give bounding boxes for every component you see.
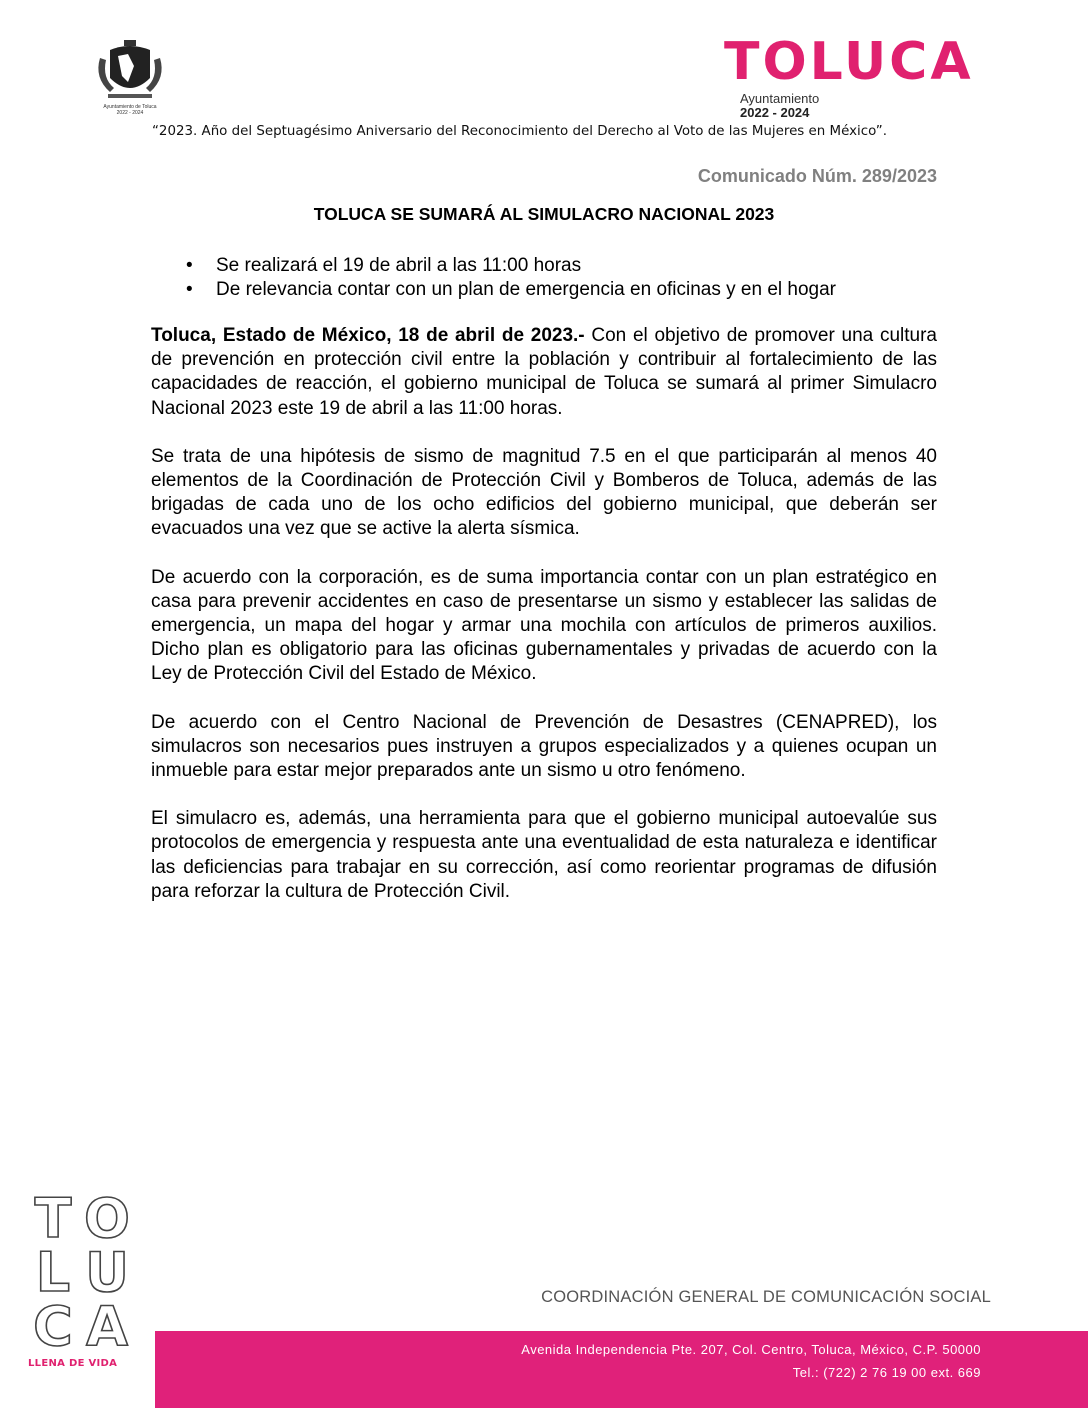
logo-letter: O [84,1187,130,1250]
release-number: Comunicado Núm. 289/2023 [697,166,937,186]
logo-letter: L [35,1241,71,1304]
bullet-list [186,254,836,302]
paragraph: De acuerdo con el Centro Nacional de Prevención de Desastres (CENAPRED), los simulacros son necesarios pues instruyen a grupos especializados y a quienes ocupan un inmueble para estar mejor preparados ante un sismo u otro fenómeno. [151,711,937,782]
toluca-brand-logo [724,32,986,126]
bullet-item: • De relevancia contar con un plan de emergencia en oficinas y en el hogar [186,278,836,302]
logo-letter: C [33,1295,73,1358]
logo-word: TOLUCA [724,32,974,92]
headline: TOLUCA SE SUMARÁ AL SIMULACRO NACIONAL 2023 [313,204,775,224]
tagline: LLENA DE VIDA [28,1358,118,1369]
paragraph: El simulacro es, además, una herramienta para que el gobierno municipal autoevalúe sus protocolos de emergencia y respuesta ante una eventualidad de esta naturaleza e identificar las deficiencias para trabajar en su corrección, así como reorientar programas de difusión para reforzar la cultura de Protección Civil. [151,808,937,902]
paragraph-lead [151,324,937,421]
municipal-seal-logo [88,38,172,120]
dateline: Toluca, Estado de México, 18 de abril de 2023.- [151,325,585,346]
lead-text: Con el objetivo de promover una cultura de prevención en protección civil entre la población y contribuir al fortalecimiento de las capacidades de reacción, el gobierno municipal de Toluca se sumará al primer Simulacro Nacional 2023 este 19 de abril a las 11:00 horas. [151,325,937,419]
footer-toluca-logo [28,1187,138,1369]
logo-row [28,1295,138,1358]
department-name: COORDINACIÓN GENERAL DE COMUNICACIÓN SOCIAL [541,1288,991,1306]
footer-phone: Tel.: (722) 2 76 19 00 ext. 669 [792,1365,981,1380]
logo-letter: U [85,1241,129,1304]
logo-letter: T [34,1187,72,1250]
year-motto: “2023. Año del Septuagésimo Aniversario del Reconocimiento del Derecho al Voto de las Mujeres en México”. [152,124,887,139]
logo-row [28,1241,138,1304]
coat-of-arms-icon [88,38,172,104]
bullet-item: • Se realizará el 19 de abril a las 11:00 horas [186,254,836,278]
article-body [151,324,937,928]
seal-caption: Ayuntamiento de Toluca [103,104,157,110]
logo-ayuntamiento: Ayuntamiento [740,91,820,106]
footer-address: Avenida Independencia Pte. 207, Col. Centro, Toluca, México, C.P. 50000 [521,1342,981,1357]
logo-row [28,1187,138,1250]
paragraph: De acuerdo con la corporación, es de suma importancia contar con un plan estratégico en casa para prevenir accidentes en caso de presentarse un sismo y establecer las salidas de emergencia, un mapa del hogar y armar una mochila con artículos de primeros auxilios. Dicho plan es obligatorio para las oficinas gubernamentales y privadas de acuerdo con la Ley de Protección Civil del Estado de México. [151,566,937,685]
seal-years: 2022 - 2024 [116,110,144,116]
logo-years: 2022 - 2024 [740,105,810,120]
paragraph: Se trata de una hipótesis de sismo de magnitud 7.5 en el que participarán al menos 40 elementos de la Coordinación de Protección Civil y Bomberos de Toluca, además de las brigadas de cada uno de los ocho edificios del gobierno municipal, que deberán ser evacuados una vez que se active la alerta sísmica. [151,445,937,540]
logo-letter: A [86,1295,128,1358]
